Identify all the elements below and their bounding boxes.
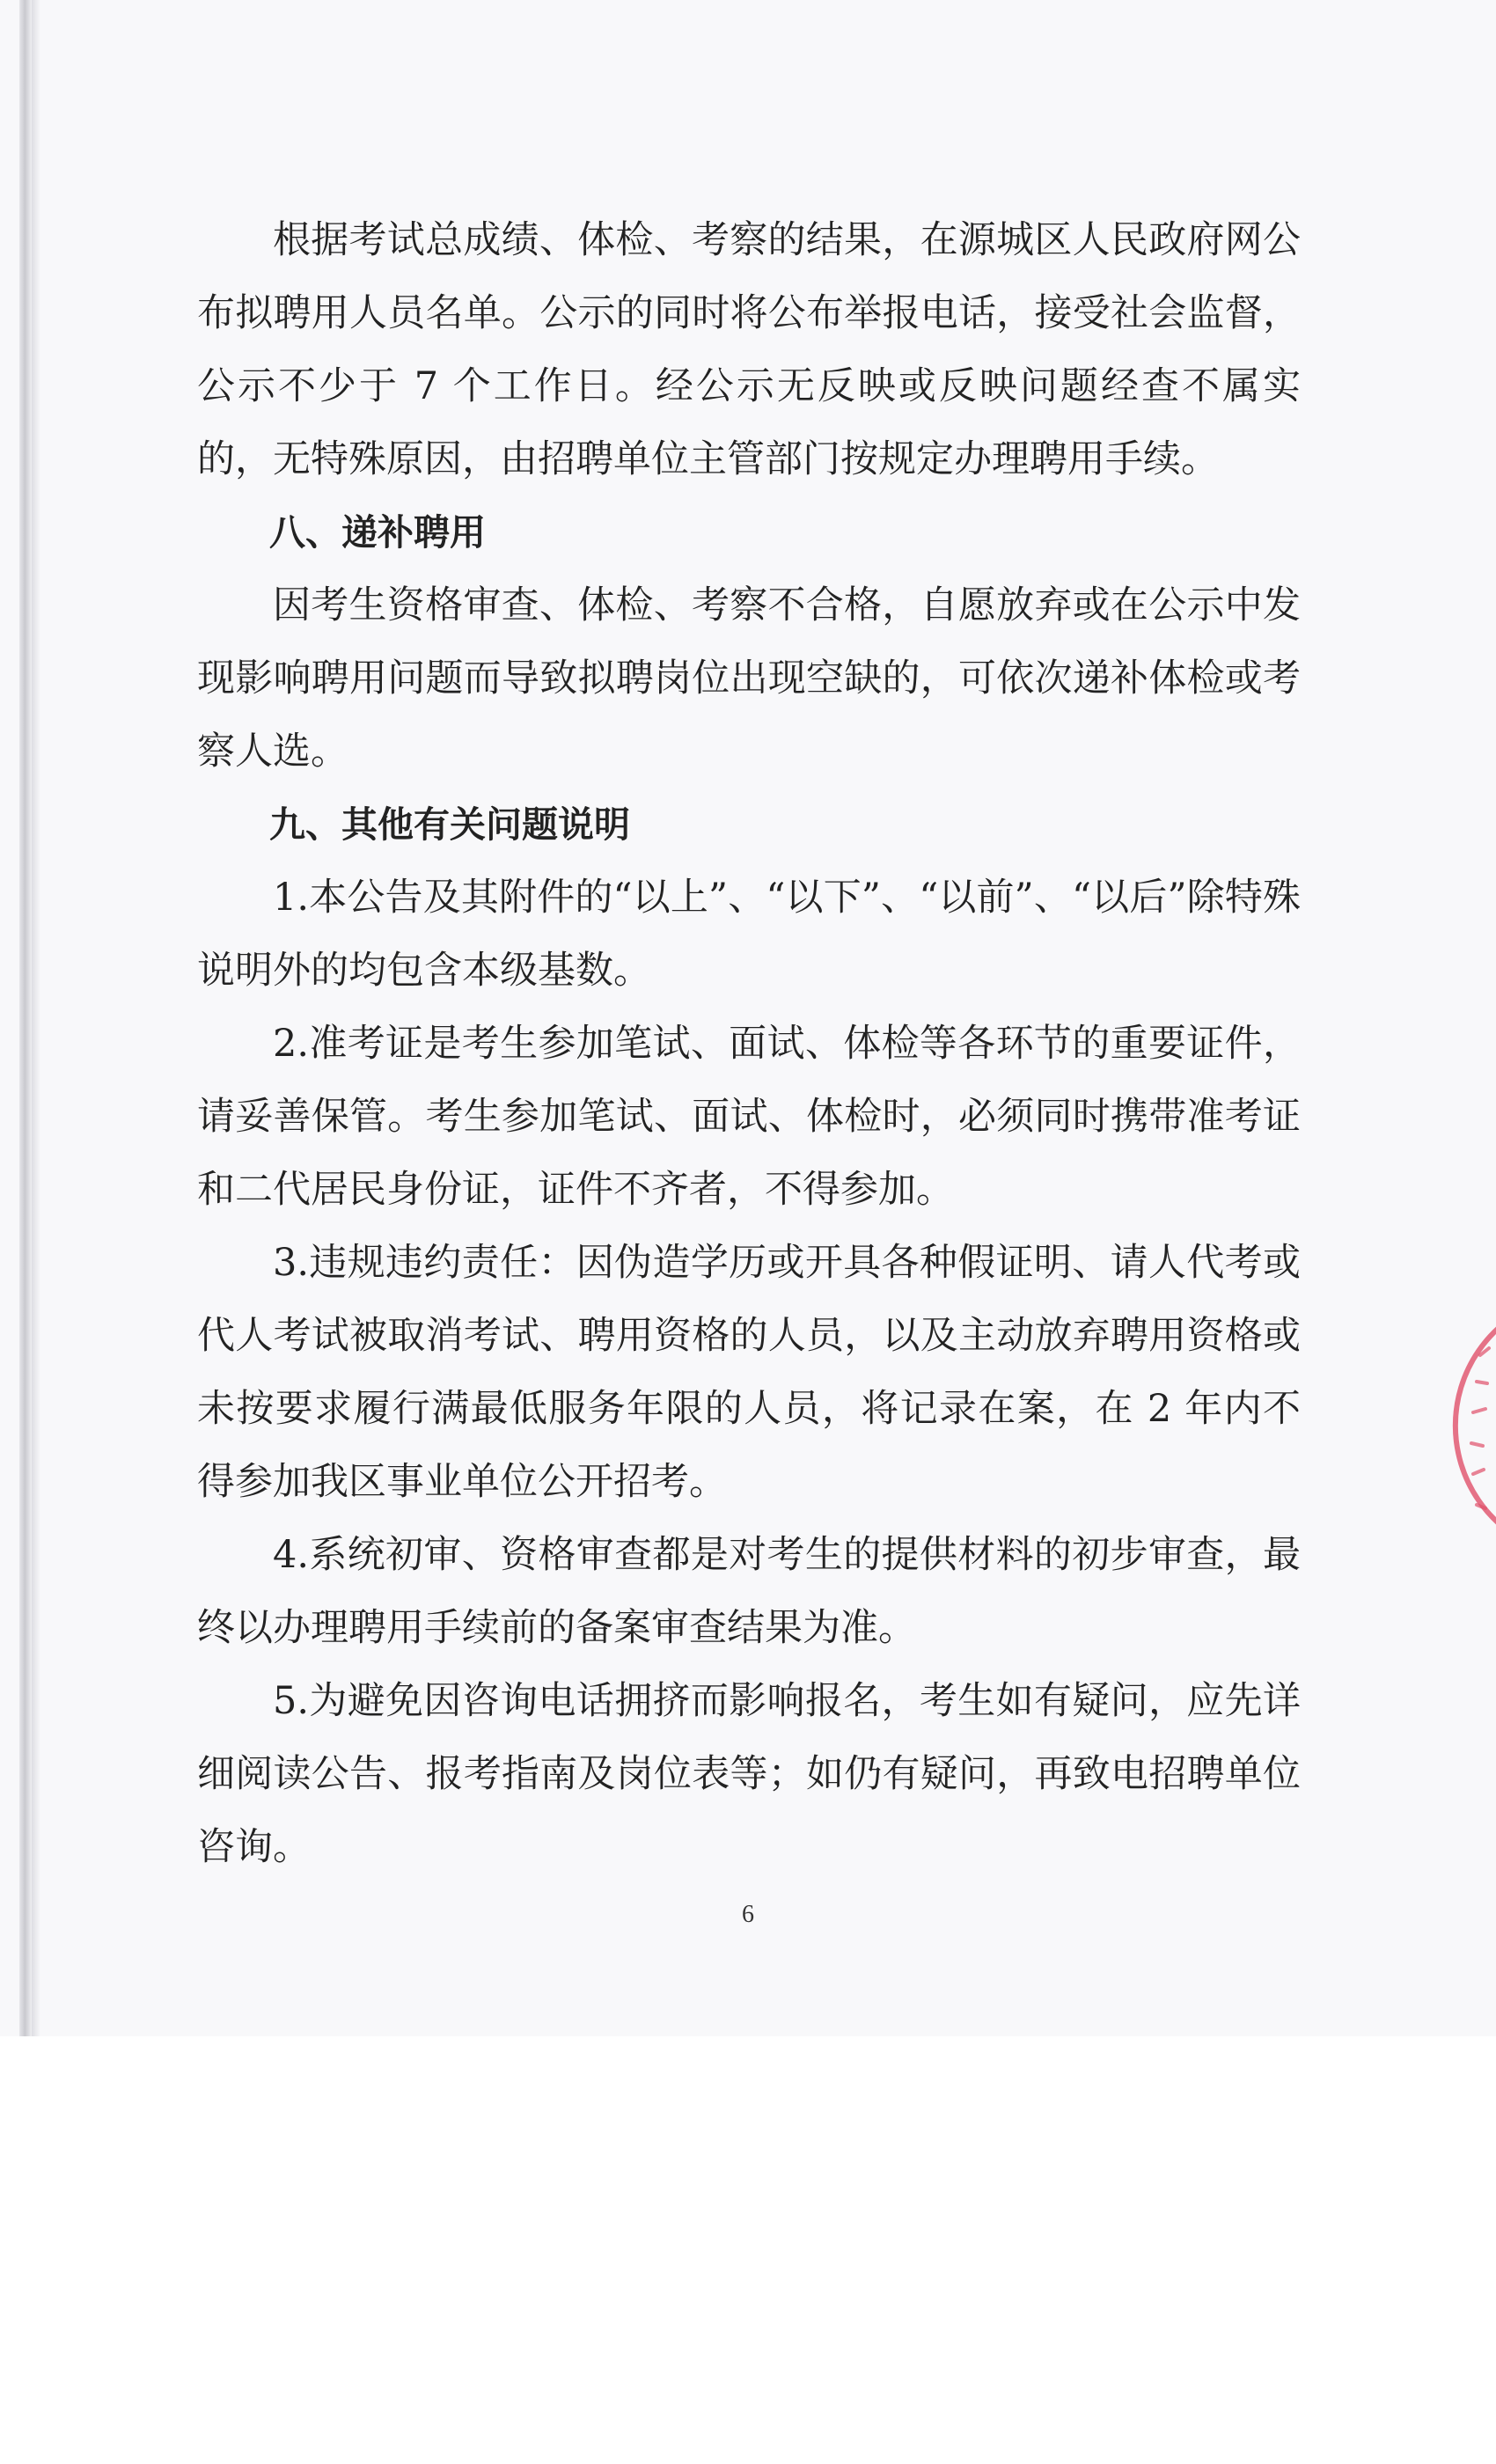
paragraph-note-1: 1.本公告及其附件的“以上”、“以下”、“以前”、“以后”除特殊说明外的均包含本级基数。 <box>197 876 1301 993</box>
paragraph-publicity: 根据考试总成绩、体检、考察的结果，在源城区人民政府网公布拟聘用人员名单。公示的同时将公布举报电话，接受社会监督，公示不少于 7 个工作日。经公示无反映或反映问题经查不属实的，无特殊原因，由招聘单位主管部门按规定办理聘用手续。 <box>197 218 1301 481</box>
binding-edge <box>19 0 32 2036</box>
paragraph-substitute-hiring: 因考生资格审查、体检、考察不合格，自愿放弃或在公示中发现影响聘用问题而导致拟聘岗位出现空缺的，可依次递补体检或考察人选。 <box>197 583 1301 774</box>
paragraph-note-4: 4.系统初审、资格审查都是对考生的提供材料的初步审查，最终以办理聘用手续前的备案审查结果为准。 <box>197 1533 1301 1650</box>
paragraph-note-3: 3.违规违约责任：因伪造学历或开具各种假证明、请人代考或代人考试被取消考试、聘用资格的人员，以及主动放弃聘用资格或未按要求履行满最低服务年限的人员，将记录在案，在 2 年内不得参加我区事业单位公开招考。 <box>197 1241 1301 1504</box>
section-heading-9: 九、其他有关问题说明 <box>269 803 630 846</box>
document-body <box>197 204 1301 1884</box>
page-number: 6 <box>742 1901 754 1928</box>
paragraph-note-5: 5.为避免因咨询电话拥挤而影响报名，考生如有疑问，应先详细阅读公告、报考指南及岗位表等；如仍有疑问，再致电招聘单位咨询。 <box>197 1679 1301 1869</box>
seal-fragment-icon <box>1434 1294 1496 1558</box>
section-heading-8: 八、递补聘用 <box>269 511 486 554</box>
paragraph-note-2: 2.准考证是考生参加笔试、面试、体检等各环节的重要证件，请妥善保管。考生参加笔试、面试、体检时，必须同时携带准考证和二代居民身份证，证件不齐者，不得参加。 <box>197 1022 1301 1212</box>
binding-edge-shadow <box>32 0 40 2036</box>
